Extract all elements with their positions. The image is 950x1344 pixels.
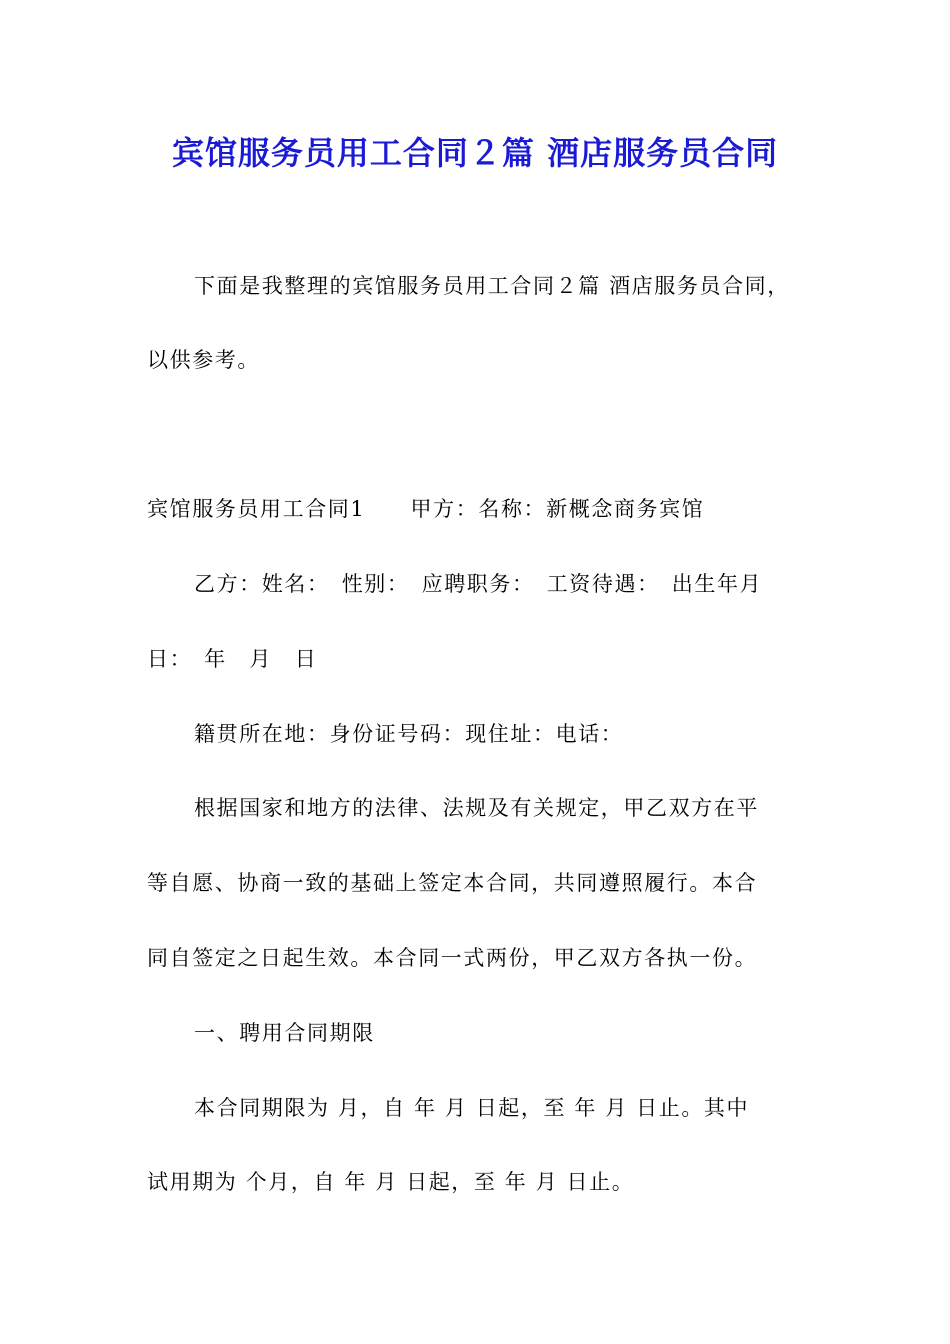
term-line-2: 试用期为 个月，自 年 月 日起，至 年 月 日止。 [147,1170,635,1194]
contract-heading-party-a: 宾馆服务员用工合同1 甲方：名称：新概念商务宾馆 [147,497,705,521]
preamble-line-3: 同自签定之日起生效。本合同一式两份，甲乙双方各执一份。 [147,946,758,970]
party-b-line-2: 日： 年 月 日 [147,647,318,671]
preamble-line-2: 等自愿、协商一致的基础上签定本合同，共同遵照履行。本合 [147,871,758,895]
party-b-line-1: 乙方：姓名： 性别： 应聘职务： 工资待遇： 出生年月 [194,572,763,596]
intro-line-1: 下面是我整理的宾馆服务员用工合同２篇 酒店服务员合同， [194,274,790,298]
intro-line-2: 以供参考。 [147,348,260,372]
term-line-1: 本合同期限为 月，自 年 月 日起，至 年 月 日止。其中 [194,1096,750,1120]
party-b-details: 籍贯所在地：身份证号码：现住址：电话： [194,722,624,746]
document-title: 宾馆服务员用工合同２篇 酒店服务员合同 [171,134,779,172]
preamble-line-1: 根据国家和地方的法律、法规及有关规定，甲乙双方在平 [194,796,759,820]
section-heading-term: 一、聘用合同期限 [194,1021,375,1045]
